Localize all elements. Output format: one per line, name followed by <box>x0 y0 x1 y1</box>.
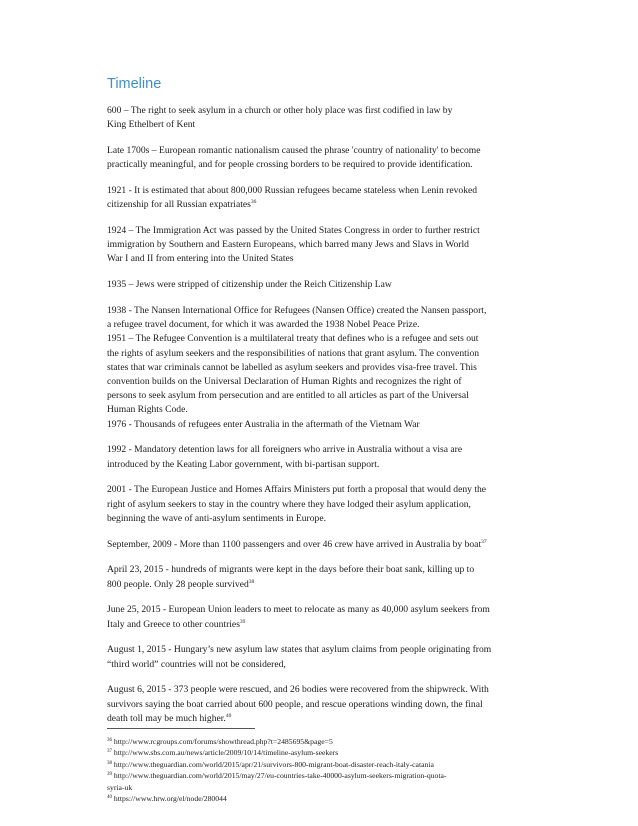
timeline-entry-line <box>107 512 539 526</box>
timeline-entry-text: immigration by Southern and Eastern Europeans, which barred many Jews and Slavs in World <box>107 239 469 251</box>
timeline-entry <box>107 603 539 631</box>
timeline-entry-line <box>107 483 539 497</box>
timeline-entry-line <box>107 712 539 726</box>
timeline-entry-line <box>107 458 539 472</box>
footnote-url[interactable]: http://www.rcgroups.com/forums/showthread.php?t=2485695&page=5 <box>113 737 333 746</box>
timeline-entry-line <box>107 318 539 332</box>
footnote-reference[interactable]: 38 <box>248 578 255 585</box>
timeline-entry-line <box>107 563 539 577</box>
timeline-entry-line <box>107 224 539 238</box>
timeline-entry-text: 1938 - The Nansen International Office for Refugees (Nansen Office) created the Nansen passport, <box>107 305 487 316</box>
footnote-number: 40 <box>107 795 112 801</box>
timeline-entry-line <box>107 683 539 697</box>
footnote-url[interactable]: syria-uk <box>107 782 133 792</box>
footnote-line <box>107 736 547 747</box>
timeline-entry-text: 600 – The right to seek asylum in a church or other holy place was first codified in law by <box>107 105 453 116</box>
timeline-entry-text: 1951 – The Refugee Convention is a multilateral treaty that defines who is a refugee and sets out <box>107 333 479 345</box>
timeline-entry-text: convention builds on the Universal Declaration of Human Rights and recognizes the right of <box>107 376 462 388</box>
timeline-entry-text: 1976 - Thousands of refugees enter Australia in the aftermath of the Vietnam War <box>107 418 420 430</box>
section-heading: Timeline <box>107 76 162 92</box>
timeline-entry-text: King Ethelbert of Kent <box>107 119 196 131</box>
timeline-entry-text: August 1, 2015 - Hungary’s new asylum law states that asylum claims from people originating from <box>107 644 492 656</box>
timeline-entry-text: introduced by the Keating Labor government, with bi-partisan support. <box>107 458 380 470</box>
footnote-line <box>107 759 547 770</box>
timeline-entry-text: 1935 – Jews were stripped of citizenship under the Reich Citizenship Law <box>107 279 392 291</box>
timeline-entry-text: the rights of asylum seekers and the responsibilities of nations that grant asylum. The convention <box>107 347 480 359</box>
timeline-entry-line <box>107 698 539 712</box>
timeline-entry <box>107 304 539 432</box>
timeline-entry-text: death toll may be much higher. <box>107 712 226 724</box>
footnote-reference[interactable]: 40 <box>225 712 232 719</box>
timeline-entry-text: persons to seek asylum from persecution and are entitled to all articles as part of the Universal <box>107 390 469 402</box>
footnote-reference[interactable]: 39 <box>239 618 246 625</box>
footnote-number: 36 <box>107 738 112 743</box>
timeline-entry-text: 2001 - The European Justice and Homes Affairs Ministers put forth a proposal that would deny the <box>107 484 487 496</box>
timeline-entry-line <box>107 104 539 118</box>
footnote-url[interactable]: http://www.sbs.com.au/news/article/2009/10/14/timeline-asylum-seekers <box>113 748 339 758</box>
timeline-entry-text: 1992 - Mandatory detention laws for all foreigners who arrive in Australia without a visa are <box>107 444 463 456</box>
timeline-entry-text: August 6, 2015 - 373 people were rescued, and 26 bodies were recovered from the shipwreck. With <box>107 684 489 696</box>
footnote-number: 39 <box>107 772 112 778</box>
timeline-entry <box>107 683 539 726</box>
timeline-entry-text: practically meaningful, and for people crossing borders to be required to provide identification. <box>107 159 473 171</box>
timeline-entry <box>107 104 539 132</box>
timeline-entry-line <box>107 278 539 292</box>
timeline-entry-line <box>107 332 539 346</box>
timeline-entry-text: states that war criminals cannot be labelled as asylum seekers and provides visa-free travel. This <box>107 361 477 373</box>
footnote-divider <box>107 728 255 729</box>
footnote-url[interactable]: http://www.theguardian.com/world/2015/apr/21/survivors-800-migrant-boat-disaster-reach-italy-catania <box>113 759 434 769</box>
timeline-entry <box>107 278 539 292</box>
timeline-entry-text: Italy and Greece to other countries <box>107 618 240 630</box>
timeline-entry-text: right of asylum seekers to stay in the country where they have lodged their asylum application, <box>107 498 471 510</box>
footnote-url[interactable]: http://www.theguardian.com/world/2015/may/27/eu-countries-take-40000-asylum-seekers-migration-quota- <box>113 771 447 781</box>
timeline-entry <box>107 563 539 591</box>
timeline-entry-text: a refugee travel document, for which it was awarded the 1938 Nobel Peace Prize. <box>107 319 420 331</box>
timeline-entry-line <box>107 158 539 172</box>
timeline-entry-text: 800 people. Only 28 people survived <box>107 578 249 590</box>
timeline-entry-line <box>107 418 539 432</box>
timeline-entry-text: June 25, 2015 - European Union leaders to meet to relocate as many as 40,000 asylum seekers from <box>107 604 490 616</box>
timeline-entry-line <box>107 252 539 266</box>
timeline-entry-line <box>107 538 539 552</box>
timeline-entry-line <box>107 578 539 592</box>
timeline-entry-text: beginning the wave of anti-asylum sentiments in Europe. <box>107 512 327 524</box>
timeline-entry-text: 1924 – The Immigration Act was passed by the United States Congress in order to further restrict <box>107 225 480 236</box>
footnote-reference[interactable]: 36 <box>250 199 257 206</box>
timeline-entry-line <box>107 658 539 672</box>
timeline-entry-line <box>107 603 539 617</box>
timeline-entry-line <box>107 118 539 132</box>
timeline-entry-line <box>107 361 539 375</box>
timeline-entry-line <box>107 144 539 158</box>
footnote-line <box>107 793 547 804</box>
timeline-entry <box>107 643 539 671</box>
footnote-line <box>107 782 547 793</box>
timeline-entry <box>107 224 539 267</box>
timeline-entry-line <box>107 375 539 389</box>
footnote-line <box>107 747 547 758</box>
timeline-entry-text: survivors saying the boat carried about 600 people, and rescue operations winding down, the final <box>107 698 483 710</box>
timeline-entry-line <box>107 304 539 318</box>
footnote-number: 37 <box>107 749 112 755</box>
footnote-line <box>107 770 547 781</box>
timeline-entry-text: War I and II from entering into the United States <box>107 253 294 265</box>
timeline-entry <box>107 443 539 471</box>
timeline-entry-text: Late 1700s – European romantic nationalism caused the phrase 'country of nationality' to become <box>107 145 481 156</box>
timeline-entry-line <box>107 643 539 657</box>
timeline-entry-text: Human Rights Code. <box>107 404 188 416</box>
footnote-url[interactable]: https://www.hrw.org/el/node/280044 <box>113 794 227 804</box>
timeline-entry-line <box>107 618 539 632</box>
timeline-entry <box>107 144 539 172</box>
timeline-body <box>107 104 539 726</box>
timeline-entry-line <box>107 184 539 198</box>
timeline-entry-text: “third world” countries will not be considered, <box>107 658 286 670</box>
timeline-entry-line <box>107 389 539 403</box>
timeline-entry-text: April 23, 2015 - hundreds of migrants were kept in the days before their boat sank, killing up to <box>107 564 475 576</box>
timeline-entry-line <box>107 198 539 212</box>
timeline-entry-text: 1921 - It is estimated that about 800,000 Russian refugees became stateless when Lenin revoked <box>107 185 478 196</box>
timeline-entry-line <box>107 443 539 457</box>
timeline-entry <box>107 483 539 526</box>
timeline-entry-line <box>107 238 539 252</box>
timeline-entry <box>107 538 539 552</box>
timeline-entry-line <box>107 403 539 417</box>
timeline-entry-line <box>107 347 539 361</box>
timeline-entry-line <box>107 498 539 512</box>
footnote-number: 38 <box>107 760 112 766</box>
timeline-entry-text: September, 2009 - More than 1100 passengers and over 46 crew have arrived in Australia by boat <box>107 538 482 550</box>
footnotes <box>107 736 547 804</box>
timeline-entry <box>107 184 539 212</box>
timeline-entry-text: citizenship for all Russian expatriates <box>107 199 251 211</box>
footnote-reference[interactable]: 37 <box>481 538 487 545</box>
